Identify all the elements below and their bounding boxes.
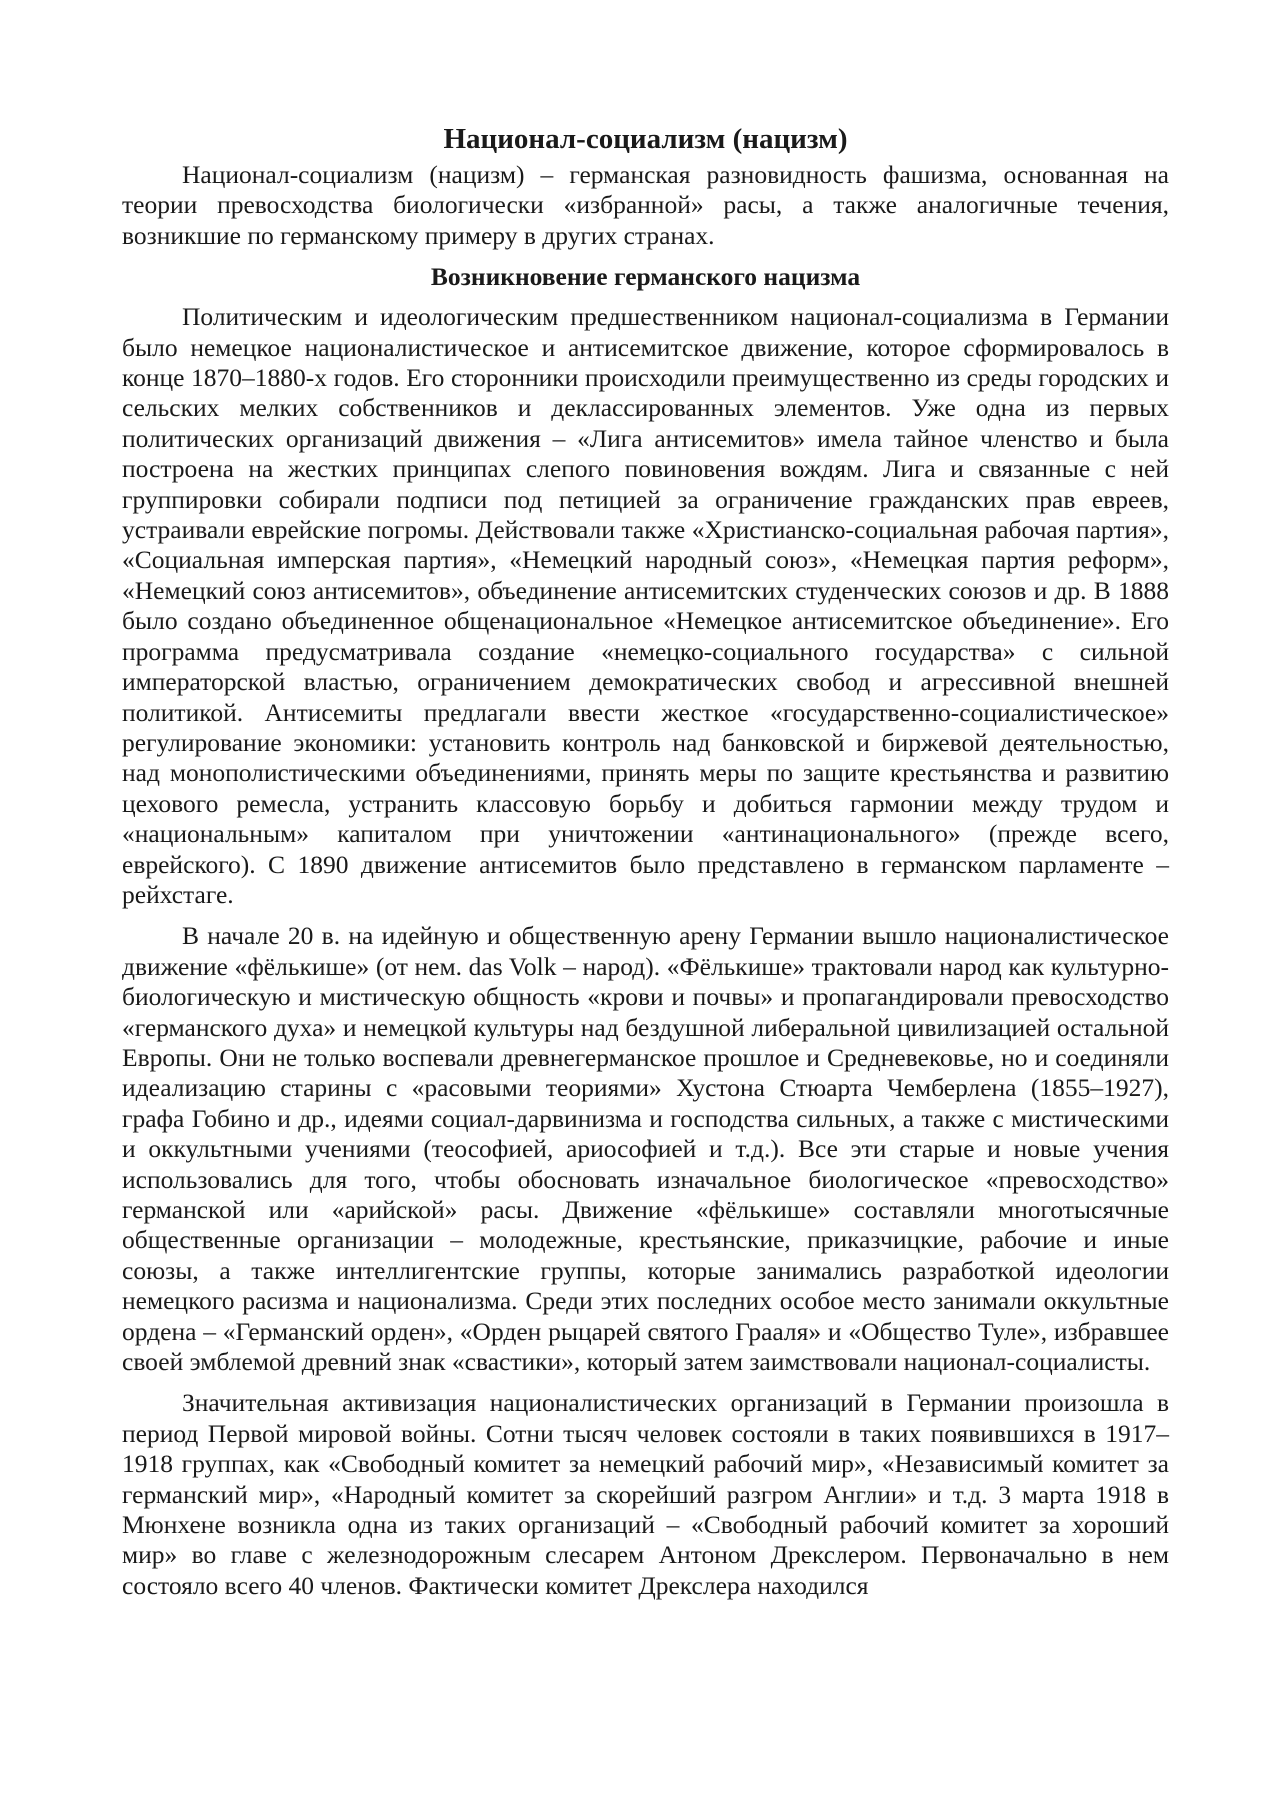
section-heading: Возникновение германского нацизма [430, 262, 861, 292]
document-page [122, 122, 1169, 1612]
document-title: Национал-социализм (нацизм) [443, 123, 848, 155]
body-paragraph-3: Значительная активизация националистических организаций в Германии произошла в период Первой мировой войны. Сотни тысяч человек состояли в таких появившихся в 1917–1918 группах, как «Свободный комитет за немецкий рабочий мир», «Независимый комитет за германский мир», «Народный комитет за скорейший разгром Англии» и т.д. 3 марта 1918 в Мюнхене возникла одна из таких организаций – «Свободный рабочий комитет за хороший мир» во главе с железнодорожным слесарем Антоном Дрекслером. Первоначально в нем состояло всего 40 членов. Фактически комитет Дрекслера находился [122, 1388, 1169, 1600]
body-paragraph-2: В начале 20 в. на идейную и общественную арену Германии вышло националистическое движение «фёлькише» (от нем. das Volk – народ). «Фёлькише» трактовали народ как культурно-биологическую и мистическую общность «крови и почвы» и пропагандировали превосходство «германского духа» и немецкой культуры над бездушной либеральной цивилизацией остальной Европы. Они не только воспевали древнегерманское прошлое и Средневековье, но и соединяли идеализацию старины с «расовыми теориями» Хустона Стюарта Чемберлена (1855–1927), графа Гобино и др., идеями социал-дарвинизма и господства сильных, а также с мистическими и оккультными учениями (теософией, ариософией и т.д.). Все эти старые и новые учения использовались для того, чтобы обосновать изначальное биологическое «превосходство» германской или «арийской» расы. Движение «фёлькише» составляли многотысячные общественные организации – молодежные, крестьянские, приказчицкие, рабочие и иные союзы, а также интеллигентские группы, которые занимались разработкой идеологии немецкого расизма и национализма. Среди этих последних особое место занимали оккультные ордена – «Германский орден», «Орден рыцарей святого Грааля» и «Общество Туле», избравшее своей эмблемой древний знак «свастики», который затем заимствовали национал-социалисты. [122, 921, 1169, 1377]
intro-paragraph: Национал-социализм (нацизм) – германская разновидность фашизма, основанная на теории превосходства биологически «избранной» расы, а также аналогичные течения, возникшие по германскому примеру в других странах. [122, 160, 1169, 250]
body-paragraph-1: Политическим и идеологическим предшественником национал-социализма в Германии было немецкое националистическое и антисемитское движение, которое сформировалось в конце 1870–1880-х годов. Его сторонники происходили преимущественно из среды городских и сельских мелких собственников и деклассированных элементов. Уже одна из первых политических организаций движения – «Лига антисемитов» имела тайное членство и была построена на жестких принципах слепого повиновения вождям. Лига и связанные с ней группировки собирали подписи под петицией за ограничение гражданских прав евреев, устраивали еврейские погромы. Действовали также «Христианско-социальная рабочая партия», «Социальная имперская партия», «Немецкий народный союз», «Немецкая партия реформ», «Немецкий союз антисемитов», объединение антисемитских студенческих союзов и др. В 1888 было создано объединенное общенациональное «Немецкое антисемитское объединение». Его программа предусматривала создание «немецко-социального государства» с сильной императорской властью, ограничением демократических свобод и агрессивной внешней политикой. Антисемиты предлагали ввести жесткое «государственно-социалистическое» регулирование экономики: установить контроль над банковской и биржевой деятельностью, над монополистическими объединениями, принять меры по защите крестьянства и развитию цехового ремесла, устранить классовую борьбу и добиться гармонии между трудом и «национальным» капиталом при уничтожении «антинационального» (прежде всего, еврейского). С 1890 движение антисемитов было представлено в германском парламенте – рейхстаге. [122, 302, 1169, 909]
